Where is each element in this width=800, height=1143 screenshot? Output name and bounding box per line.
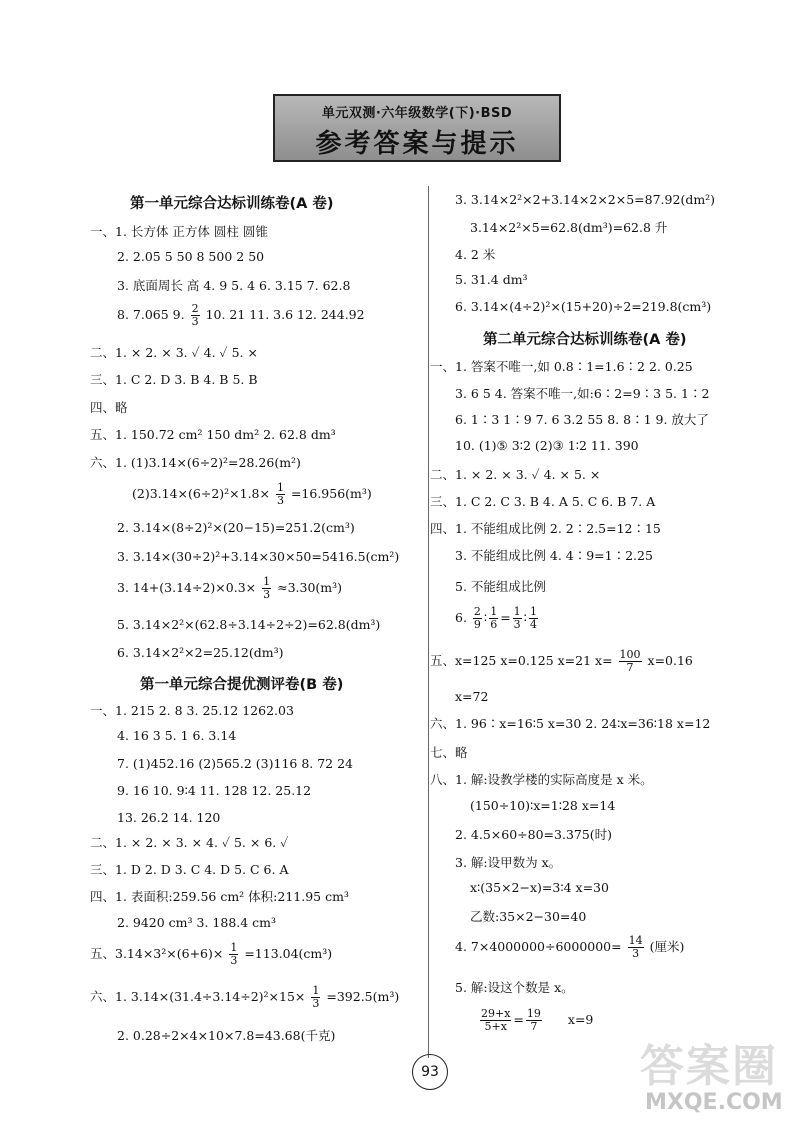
answer-line: 5. 不能组成比例 (455, 579, 546, 594)
fraction-numerator: 1 (312, 984, 320, 997)
answer-text: 6. (455, 610, 467, 625)
fraction (311, 985, 320, 1010)
answer-text: 10. 21 11. 3.6 12. 244.92 (205, 307, 365, 322)
answer-line: 五、1. 150.72 cm² 150 dm² 2. 62.8 dm³ (90, 427, 336, 442)
fraction-numerator: 1 (276, 481, 284, 494)
answer-text: =113.04(cm³) (244, 946, 333, 961)
answer-line: 2. 2.05 5 50 8 500 2 50 (117, 249, 265, 264)
answer-line: 7. (1)452.16 (2)565.2 (3)116 8. 72 24 (117, 756, 354, 771)
fraction-numerator: 19 (526, 1007, 541, 1020)
fraction-numerator: 29+x (481, 1007, 511, 1020)
answer-text: ≈3.30(m³) (277, 580, 343, 595)
fraction-denominator: 3 (312, 997, 320, 1010)
answer-line: 3. 3.14×(30÷2)²+3.14×30×50=5416.5(cm²) (117, 549, 400, 564)
answer-line: 三、1. D 2. D 3. C 4. D 5. C 6. A (90, 862, 289, 877)
answer-line: 二、1. × 2. × 3. ✓ 4. × 5. × (430, 467, 601, 482)
answer-line: 6. 3.14×2²×2=25.12(dm³) (117, 645, 284, 660)
fraction-denominator: 5+x (484, 1020, 507, 1033)
section-title: 第一单元综合提优测评卷(B 卷) (140, 677, 344, 693)
answer-line (455, 935, 684, 960)
answer-line: 3. 3.14×2²×2+3.14×2×2×5=87.92(dm²) (455, 192, 716, 207)
answer-line: 3. 6 5 4. 答案不唯一,如:6∶2=9∶3 5. 1∶2 (455, 386, 710, 401)
fraction-numerator: 1 (230, 941, 238, 954)
fraction-numerator: 2 (473, 605, 481, 618)
fraction (628, 935, 644, 960)
answer-line: 10. (1)⑤ 3∶2 (2)③ 1∶2 11. 390 (455, 438, 639, 453)
answer-line: 三、1. C 2. C 3. B 4. A 5. C 6. B 7. A (430, 494, 656, 509)
answer-line: 4. 16 3 5. 1 6. 3.14 (117, 728, 237, 743)
fraction-denominator: 4 (529, 618, 537, 631)
answer-line: 一、1. 215 2. 8 3. 25.12 1262.03 (90, 703, 294, 718)
answer-line: 6. 3.14×(4÷2)²×(15+20)÷2=219.8(cm³) (455, 299, 712, 314)
answer-line: (150÷10)∶x=1∶28 x=14 (470, 798, 616, 813)
answer-text: (厘米) (649, 939, 685, 954)
fraction-numerator: 1 (263, 575, 271, 588)
answer-text: x=0.16 (647, 653, 693, 668)
answer-line (90, 985, 399, 1010)
fraction (480, 1008, 511, 1033)
answer-text: 4. 7×4000000÷6000000= (455, 939, 622, 954)
answer-line: 5. 解:设这个数是 x。 (455, 980, 574, 995)
answer-line (90, 942, 332, 967)
fraction-denominator: 6 (490, 618, 498, 631)
fraction (229, 942, 238, 967)
fraction-denominator: 3 (513, 618, 521, 631)
fraction (191, 303, 200, 328)
answer-line: 八、1. 解:设教学楼的实际高度是 x 米。 (430, 772, 653, 787)
answer-text: 8. 7.065 9. (117, 307, 185, 322)
answer-line (430, 649, 693, 674)
fraction-denominator: 3 (191, 315, 199, 328)
answer-line: 3.14×2²×5=62.8(dm³)=62.8 升 (470, 220, 668, 235)
answer-line: 六、1. 96∶x=16∶5 x=30 2. 24∶x=36∶18 x=12 (430, 716, 711, 731)
answer-text: 3. 14+(3.14÷2)×0.3× (117, 580, 257, 595)
answer-line: 6. $\frac{2}{9}$ ∶ $\frac{1}{6}$ = $\frac{1}{3}$ ∶ $\frac{1}{4}$ (455, 605, 537, 631)
answer-line: 七、略 (430, 745, 468, 760)
answer-line (132, 482, 372, 507)
answer-line (117, 303, 365, 328)
answer-line: 13. 26.2 14. 120 (117, 810, 221, 825)
answer-text: 五、3.14×3²×(6+6)× (90, 946, 224, 961)
answer-line: 二、1. × 2. × 3. × 4. ✓ 5. × 6. ✓ (90, 835, 289, 850)
answer-line (117, 576, 342, 601)
fraction-numerator: 100 (619, 648, 641, 661)
answer-line: $\frac{29+x}{5+x}$ = $\frac{19}{7}$ x=9 (481, 1007, 594, 1033)
banner-title: 参考答案与提示 (315, 129, 519, 159)
answer-text: =392.5(m³) (326, 989, 400, 1004)
answer-line: 四、1. 表面积:259.56 cm² 体积:211.95 cm³ (90, 889, 349, 904)
fraction (473, 606, 482, 631)
answer-line: 乙数:35×2−30=40 (470, 909, 587, 924)
fraction-numerator: 2 (191, 302, 199, 315)
fraction (513, 606, 522, 631)
fraction-denominator: 3 (632, 947, 640, 960)
answer-line: 六、1. (1)3.14×(6÷2)²=28.26(m²) (90, 455, 301, 470)
answer-line: 四、略 (90, 400, 128, 415)
answer-line: 2. 9420 cm³ 3. 188.4 cm³ (117, 915, 277, 930)
answer-line: 5. 3.14×2²×(62.8÷3.14÷2÷2)=62.8(dm³) (117, 617, 381, 632)
answer-line: 2. 4.5×60÷80=3.375(时) (455, 827, 613, 842)
answer-line: 二、1. × 2. × 3. ✓ 4. ✓ 5. × (90, 345, 258, 360)
fraction (619, 649, 642, 674)
answer-text: 六、1. 3.14×(31.4÷3.14÷2)²×15× (90, 989, 306, 1004)
fraction-numerator: 1 (513, 605, 521, 618)
answer-line: 3. 不能组成比例 4. 4∶9=1∶2.25 (455, 548, 653, 563)
fraction-denominator: 9 (473, 618, 481, 631)
answer-line: 3. 解:设甲数为 x。 (455, 855, 562, 870)
answer-line: 三、1. C 2. D 3. B 4. B 5. B (90, 372, 258, 387)
answer-line: x∶(35×2−x)=3∶4 x=30 (470, 880, 609, 895)
fraction-numerator: 14 (628, 934, 643, 947)
answer-line: 9. 16 10. 9∶4 11. 128 12. 25.12 (117, 783, 312, 798)
answer-line: 2. 0.28÷2×4×10×7.8=43.68(千克) (117, 1028, 336, 1043)
watermark-logo: 答案圈 (640, 1041, 778, 1092)
answer-line: 一、1. 长方体 正方体 圆柱 圆锥 (90, 224, 268, 239)
fraction-denominator: 7 (530, 1020, 538, 1033)
answer-line: 2. 3.14×(8÷2)²×(20−15)=251.2(cm³) (117, 520, 355, 535)
watermark-url: MXQE.COM (645, 1090, 783, 1115)
fraction-denominator: 3 (276, 494, 284, 507)
fraction (262, 576, 271, 601)
banner-subtitle: 单元双测·六年级数学(下)·BSD (321, 106, 513, 121)
section-title: 第二单元综合达标训练卷(A 卷) (483, 332, 687, 348)
page-number: 93 (412, 1054, 448, 1090)
column-divider (428, 186, 429, 1058)
answer-line: 一、1. 答案不唯一,如 0.8∶1=1.6∶2 2. 0.25 (430, 359, 693, 374)
answer-line: 5. 31.4 dm³ (455, 272, 528, 287)
fraction-numerator: 1 (529, 605, 537, 618)
fraction-numerator: 1 (490, 605, 498, 618)
fraction-denominator: 3 (230, 954, 238, 967)
fraction (489, 606, 498, 631)
fraction (276, 482, 285, 507)
section-title: 第一单元综合达标训练卷(A 卷) (130, 196, 334, 212)
answer-text: x=9 (567, 1012, 594, 1027)
fraction-denominator: 7 (626, 661, 634, 674)
answer-line: 四、1. 不能组成比例 2. 2∶2.5=12∶15 (430, 521, 661, 536)
answer-line: 6. 1∶3 1∶9 7. 6 3.2 55 8. 8∶1 9. 放大了 (455, 412, 709, 427)
fraction-denominator: 3 (263, 588, 271, 601)
answer-line: 3. 底面周长 高 4. 9 5. 4 6. 3.15 7. 62.8 (117, 278, 351, 293)
answer-line: 4. 2 米 (455, 247, 496, 262)
answer-line: x=72 (455, 689, 489, 704)
title-banner (273, 94, 561, 162)
answer-text: 五、x=125 x=0.125 x=21 x= (430, 653, 613, 668)
fraction (529, 606, 538, 631)
answer-text: =16.956(m³) (290, 486, 372, 501)
fraction (526, 1008, 542, 1033)
answer-text: (2)3.14×(6÷2)²×1.8× (132, 486, 270, 501)
